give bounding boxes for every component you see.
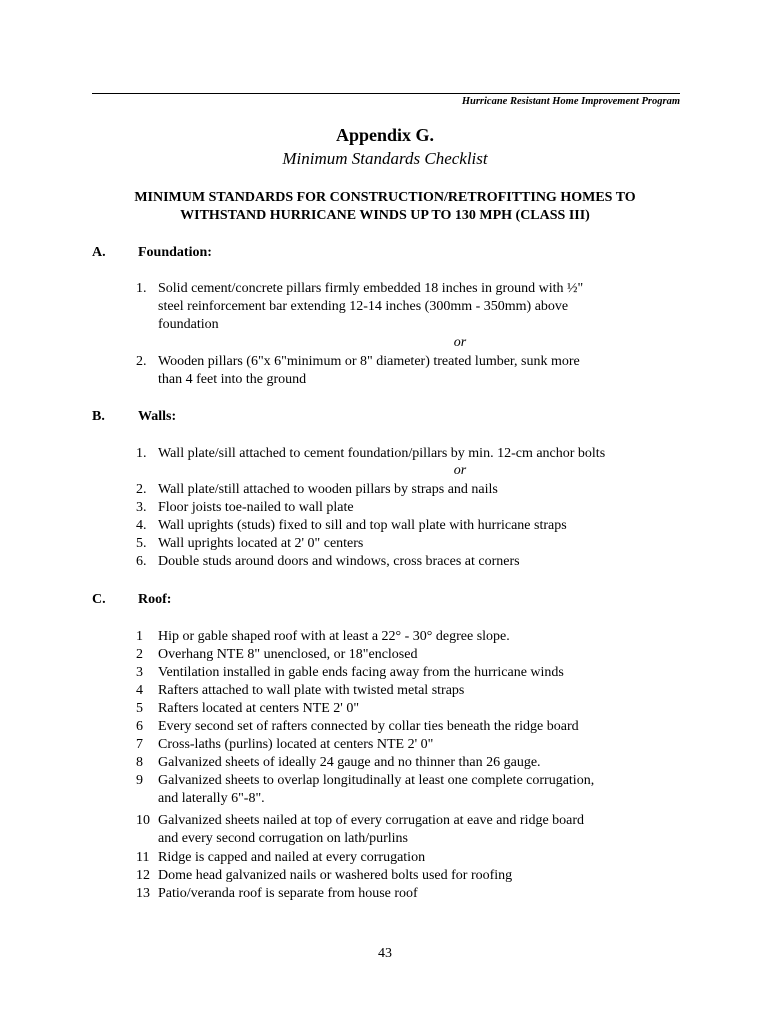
item-text: steel reinforcement bar extending 12-14 inches (300mm - 350mm) above bbox=[158, 299, 569, 314]
item-text: Ridge is capped and nailed at every corrugation bbox=[158, 850, 426, 865]
item-text: Hip or gable shaped roof with at least a 22° - 30° degree slope. bbox=[158, 629, 510, 644]
item-text: Double studs around doors and windows, cross braces at corners bbox=[158, 554, 520, 569]
item-text: foundation bbox=[158, 317, 219, 332]
item-number: 6 bbox=[136, 719, 143, 734]
item-text: Patio/veranda roof is separate from house roof bbox=[158, 886, 418, 901]
section-c-title: Roof: bbox=[138, 592, 172, 607]
item-number: 2 bbox=[136, 647, 143, 662]
page-number: 43 bbox=[378, 946, 392, 961]
section-c-letter: C. bbox=[92, 592, 106, 607]
item-number: 8 bbox=[136, 755, 143, 770]
or-separator: or bbox=[453, 463, 467, 478]
item-text: Wall uprights (studs) fixed to sill and top wall plate with hurricane straps bbox=[158, 518, 567, 533]
item-text: Floor joists toe-nailed to wall plate bbox=[158, 500, 354, 515]
section-a-letter: A. bbox=[92, 245, 106, 260]
item-number: 12 bbox=[136, 868, 150, 883]
item-number: 1. bbox=[136, 281, 147, 296]
running-header: Hurricane Resistant Home Improvement Program bbox=[461, 96, 680, 107]
section-a-title: Foundation: bbox=[138, 245, 212, 260]
section-b-letter: B. bbox=[92, 409, 105, 424]
item-number: 7 bbox=[136, 737, 143, 752]
item-text: Wall uprights located at 2' 0" centers bbox=[158, 536, 364, 551]
item-text: Ventilation installed in gable ends facing away from the hurricane winds bbox=[158, 665, 564, 680]
item-number: 2. bbox=[136, 482, 147, 497]
section-b-title: Walls: bbox=[138, 409, 177, 424]
item-number: 5. bbox=[136, 536, 147, 551]
item-number: 2. bbox=[136, 354, 147, 369]
item-text: Galvanized sheets of ideally 24 gauge and no thinner than 26 gauge. bbox=[158, 755, 541, 770]
item-text: Cross-laths (purlins) located at centers NTE 2' 0" bbox=[158, 737, 434, 752]
item-number: 11 bbox=[136, 850, 150, 865]
main-heading-line-2: WITHSTAND HURRICANE WINDS UP TO 130 MPH (CLASS III) bbox=[180, 208, 590, 223]
item-number: 1 bbox=[136, 629, 143, 644]
item-number: 1. bbox=[136, 446, 147, 461]
item-number: 3 bbox=[136, 665, 143, 680]
item-text: Wall plate/still attached to wooden pillars by straps and nails bbox=[158, 482, 498, 497]
item-text: Every second set of rafters connected by collar ties beneath the ridge board bbox=[158, 719, 579, 734]
item-text: Wall plate/sill attached to cement foundation/pillars by min. 12-cm anchor bolts bbox=[158, 446, 606, 461]
item-number: 4 bbox=[136, 683, 143, 698]
page-title: Appendix G. bbox=[335, 125, 435, 145]
main-heading-line-1: MINIMUM STANDARDS FOR CONSTRUCTION/RETROFITTING HOMES TO bbox=[134, 190, 636, 205]
item-number: 3. bbox=[136, 500, 147, 515]
or-separator: or bbox=[453, 335, 467, 350]
item-number: 4. bbox=[136, 518, 147, 533]
item-text: Galvanized sheets to overlap longitudinally at least one complete corrugation, bbox=[158, 773, 595, 788]
item-number: 10 bbox=[136, 813, 150, 828]
item-text: and laterally 6"-8". bbox=[158, 791, 265, 806]
item-text: than 4 feet into the ground bbox=[158, 372, 307, 387]
item-number: 5 bbox=[136, 701, 143, 716]
item-number: 9 bbox=[136, 773, 143, 788]
item-text: Wooden pillars (6"x 6"minimum or 8" diameter) treated lumber, sunk more bbox=[158, 354, 580, 369]
item-text: Rafters attached to wall plate with twisted metal straps bbox=[158, 683, 465, 698]
item-text: and every second corrugation on lath/purlins bbox=[158, 831, 408, 846]
item-number: 6. bbox=[136, 554, 147, 569]
item-text: Solid cement/concrete pillars firmly embedded 18 inches in ground with ½" bbox=[158, 281, 584, 296]
item-text: Galvanized sheets nailed at top of every corrugation at eave and ridge board bbox=[158, 813, 585, 828]
item-text: Rafters located at centers NTE 2' 0" bbox=[158, 701, 360, 716]
item-number: 13 bbox=[136, 886, 150, 901]
item-text: Overhang NTE 8" unenclosed, or 18"enclosed bbox=[158, 647, 418, 662]
header-rule bbox=[92, 93, 680, 94]
page-subtitle: Minimum Standards Checklist bbox=[282, 149, 488, 168]
item-text: Dome head galvanized nails or washered bolts used for roofing bbox=[158, 868, 513, 883]
